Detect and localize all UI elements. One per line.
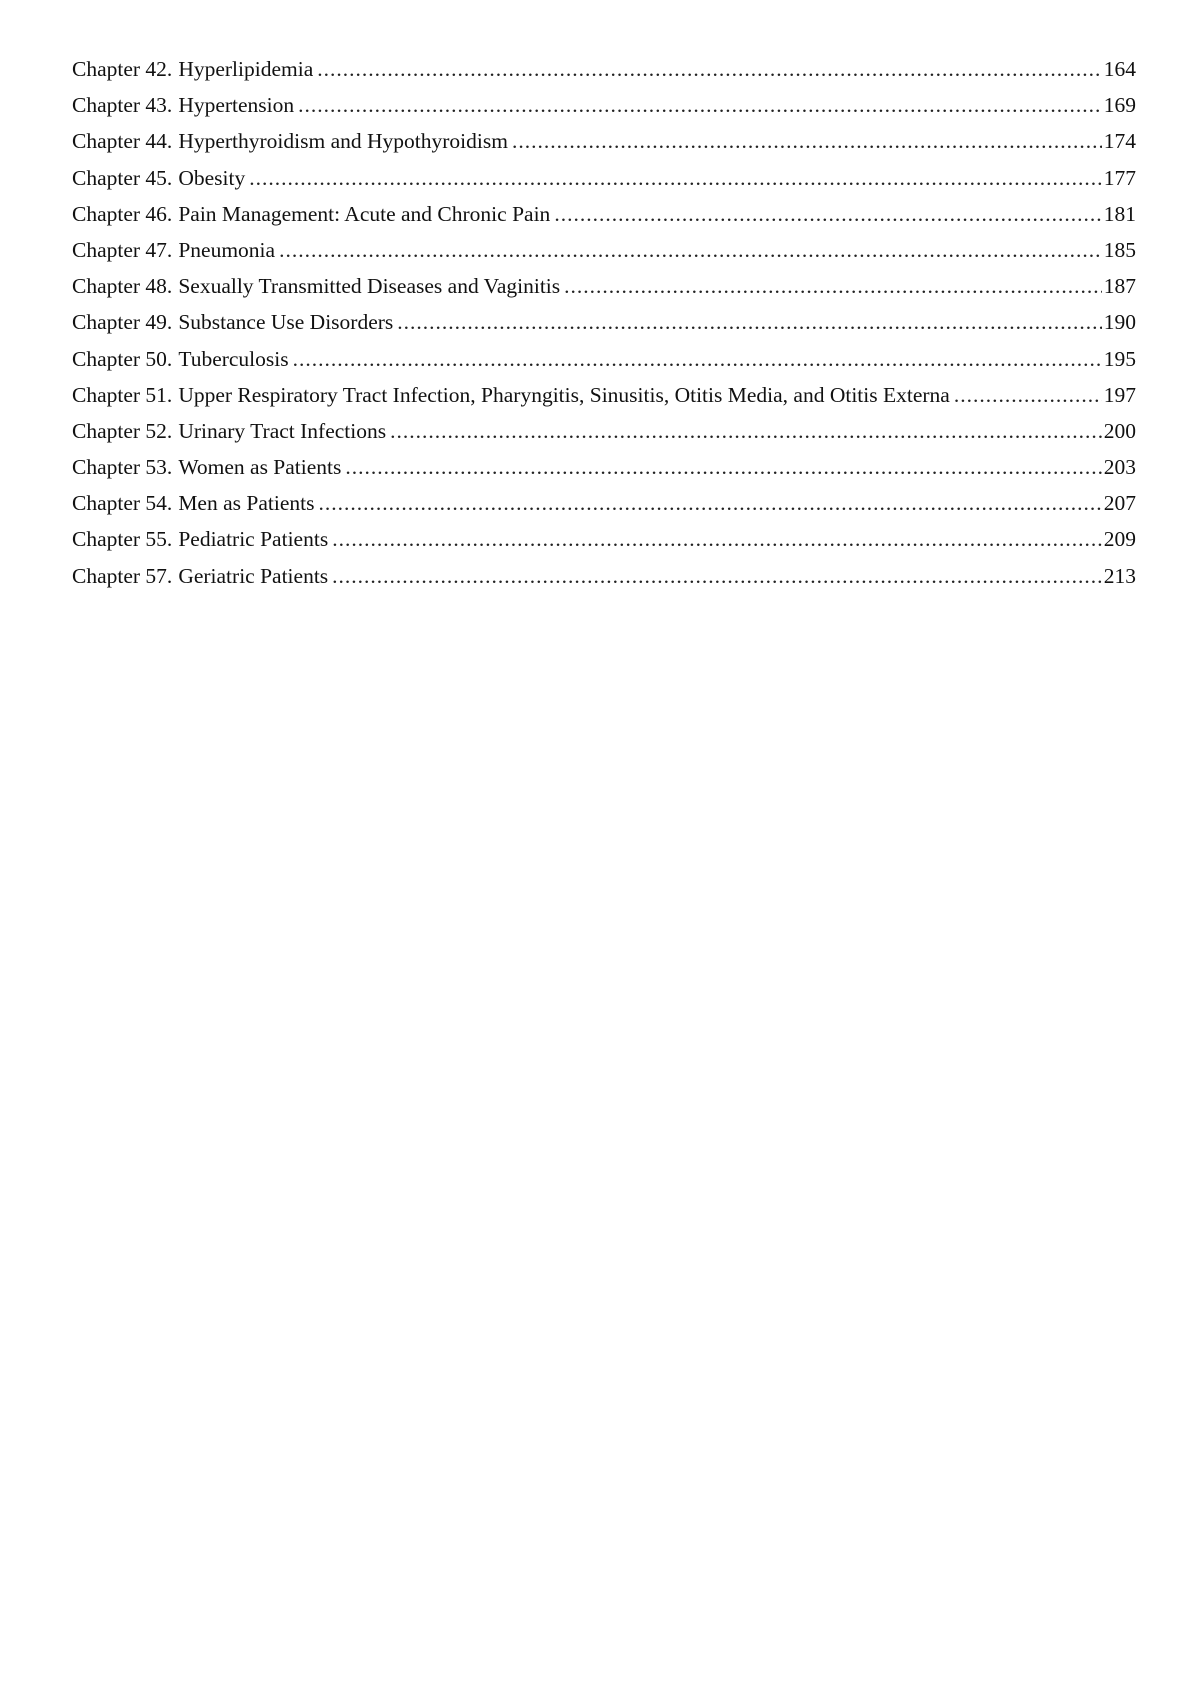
chapter-title: Men as Patients xyxy=(178,491,315,516)
chapter-number: Chapter 54. xyxy=(72,491,173,516)
toc-entry-title xyxy=(72,160,245,196)
chapter-title: Sexually Transmitted Diseases and Vaginitis xyxy=(178,274,561,299)
chapter-number: Chapter 57. xyxy=(72,563,173,588)
toc-entry[interactable] xyxy=(72,160,1136,196)
chapter-number: Chapter 46. xyxy=(72,201,173,226)
chapter-number: Chapter 51. xyxy=(72,382,173,407)
toc-entry-title xyxy=(72,196,550,232)
dot-leader xyxy=(390,413,1102,449)
page-number: 209 xyxy=(1103,527,1136,552)
toc-entry[interactable] xyxy=(72,51,1136,87)
toc-entry[interactable] xyxy=(72,558,1136,594)
chapter-title: Upper Respiratory Tract Infection, Pharyngitis, Sinusitis, Otitis Media, and Otitis Externa xyxy=(178,382,950,407)
toc-entry-title xyxy=(72,341,289,377)
chapter-title: Obesity xyxy=(178,165,246,190)
toc-entry[interactable] xyxy=(72,123,1136,159)
chapter-number: Chapter 52. xyxy=(72,418,173,443)
page-number: 213 xyxy=(1103,563,1136,588)
chapter-number: Chapter 49. xyxy=(72,310,173,335)
toc-entry[interactable] xyxy=(72,196,1136,232)
toc-entry[interactable] xyxy=(72,449,1136,485)
chapter-number: Chapter 45. xyxy=(72,165,173,190)
dot-leader xyxy=(298,87,1102,123)
chapter-number: Chapter 53. xyxy=(72,455,173,480)
dot-leader xyxy=(249,160,1102,196)
chapter-title: Hyperlipidemia xyxy=(178,57,314,81)
dot-leader xyxy=(332,521,1102,557)
toc-entry[interactable] xyxy=(72,341,1136,377)
chapter-number: Chapter 43. xyxy=(72,93,173,118)
page-number: 203 xyxy=(1103,455,1136,480)
toc-entry[interactable] xyxy=(72,413,1136,449)
dot-leader xyxy=(279,232,1102,268)
chapter-number: Chapter 47. xyxy=(72,237,173,262)
chapter-number: Chapter 55. xyxy=(72,527,173,552)
dot-leader xyxy=(564,268,1102,304)
page-number: 195 xyxy=(1103,346,1136,371)
page-number: 185 xyxy=(1103,237,1136,262)
chapter-title: Hypertension xyxy=(178,93,295,118)
toc-entry[interactable] xyxy=(72,268,1136,304)
toc-entry[interactable] xyxy=(72,521,1136,557)
toc-entry-title xyxy=(72,232,275,268)
chapter-number: Chapter 50. xyxy=(72,346,173,371)
page-number: 197 xyxy=(1103,382,1136,407)
toc-entry-title xyxy=(72,521,328,557)
toc-entry-title xyxy=(72,268,560,304)
chapter-title: Women as Patients xyxy=(178,455,342,480)
toc-entry[interactable] xyxy=(72,232,1136,268)
toc-entry-title xyxy=(72,377,950,413)
chapter-title: Geriatric Patients xyxy=(178,563,329,588)
chapter-title: Hyperthyroidism and Hypothyroidism xyxy=(178,129,508,154)
toc-entry-title xyxy=(72,304,393,340)
page-number: 169 xyxy=(1103,93,1136,118)
toc-entry[interactable] xyxy=(72,485,1136,521)
page-number: 207 xyxy=(1103,491,1136,516)
chapter-number: Chapter 42. xyxy=(72,57,173,81)
page-number: 177 xyxy=(1103,165,1136,190)
chapter-title: Pneumonia xyxy=(178,237,276,262)
dot-leader xyxy=(317,51,1102,87)
chapter-title: Substance Use Disorders xyxy=(178,310,394,335)
dot-leader xyxy=(332,558,1102,594)
toc-entry[interactable] xyxy=(72,87,1136,123)
dot-leader xyxy=(293,341,1102,377)
toc-entry-title xyxy=(72,87,294,123)
page-number: 187 xyxy=(1103,274,1136,299)
dot-leader xyxy=(318,485,1101,521)
toc-entry-title xyxy=(72,558,328,594)
page-number: 200 xyxy=(1103,418,1136,443)
chapter-title: Pain Management: Acute and Chronic Pain xyxy=(178,201,551,226)
dot-leader xyxy=(345,449,1101,485)
toc-entry-title xyxy=(72,485,314,521)
toc-entry-title xyxy=(72,449,341,485)
page-number: 174 xyxy=(1103,129,1136,154)
chapter-title: Pediatric Patients xyxy=(178,527,329,552)
chapter-title: Urinary Tract Infections xyxy=(178,418,387,443)
dot-leader xyxy=(397,304,1101,340)
toc-entry-title xyxy=(72,123,508,159)
table-of-contents xyxy=(72,51,1136,594)
chapter-number: Chapter 48. xyxy=(72,274,173,299)
chapter-number: Chapter 44. xyxy=(72,129,173,154)
toc-entry[interactable] xyxy=(72,304,1136,340)
dot-leader xyxy=(554,196,1101,232)
page-number: 164 xyxy=(1103,57,1136,81)
toc-entry[interactable] xyxy=(72,377,1136,413)
dot-leader xyxy=(512,123,1102,159)
chapter-title: Tuberculosis xyxy=(178,346,289,371)
page-number: 190 xyxy=(1103,310,1136,335)
page-number: 181 xyxy=(1103,201,1136,226)
dot-leader xyxy=(954,377,1102,413)
toc-entry-title xyxy=(72,51,313,87)
toc-entry-title xyxy=(72,413,386,449)
